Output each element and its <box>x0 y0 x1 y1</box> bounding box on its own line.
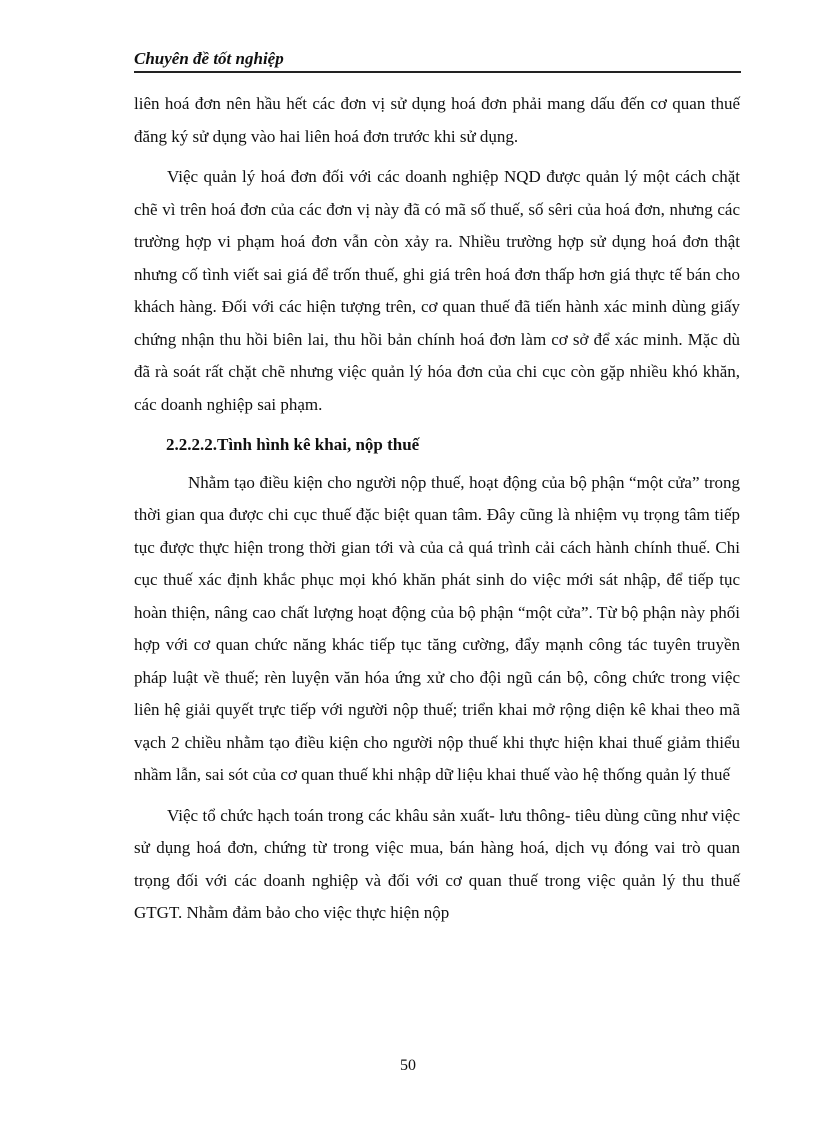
paragraph-1: liên hoá đơn nên hầu hết các đơn vị sử dụng hoá đơn phải mang dấu đến cơ quan thuế đăng ký sử dụng vào hai liên hoá đơn trước khi sử dụng. <box>134 94 740 146</box>
page-header <box>134 48 741 73</box>
section-heading: 2.2.2.2.Tình hình kê khai, nộp thuế <box>166 435 420 454</box>
paragraph-2: Việc quản lý hoá đơn đối với các doanh nghiệp NQD được quản lý một cách chặt chẽ vì trên hoá đơn của các đơn vị này đã có mã số thuế, số sêri của hoá đơn, nhưng các trường hợp vi phạm hoá đơn vẫn còn xảy ra. Nhiều trường hợp sử dụng hoá đơn thật nhưng cố tình viết sai giá để trốn thuế, ghi giá trên hoá đơn thấp hơn giá thực tế bán cho khách hàng. Đối với các hiện tượng trên, cơ quan thuế đã tiến hành xác minh dùng giấy chứng nhận thu hồi biên lai, thu hồi bản chính hoá đơn làm cơ sở để xác minh. Mặc dù đã rà soát rất chặt chẽ nhưng việc quản lý hóa đơn của chi cục còn gặp nhiều khó khăn, các doanh nghiệp sai phạm. <box>134 167 740 414</box>
paragraph-4: Việc tổ chức hạch toán trong các khâu sản xuất- lưu thông- tiêu dùng cũng như việc sử dụng hoá đơn, chứng từ trong việc mua, bán hàng hoá, dịch vụ đóng vai trò quan trọng đối với các doanh nghiệp và đối với cơ quan thuế trong việc quản lý thu thuế GTGT. Nhằm đảm bảo cho việc thực hiện nộp <box>134 805 740 922</box>
header-title: Chuyên đề tốt nghiệp <box>134 49 284 68</box>
paragraph-3: Nhằm tạo điều kiện cho người nộp thuế, hoạt động của bộ phận “một cửa” trong thời gian qua được chi cục thuế đặc biệt quan tâm. Đây cũng là nhiệm vụ trọng tâm tiếp tục được thực hiện trong thời gian tới và của cả quá trình cải cách hành chính thuế. Chi cục thuế xác định khắc phục mọi khó khăn phát sinh do việc mới sát nhập, để tiếp tục hoàn thiện, nâng cao chất lượng hoạt động của bộ phận “một cửa”. Từ bộ phận này phối hợp với cơ quan chức năng khác tiếp tục tăng cường, đẩy mạnh công tác tuyên truyền pháp luật về thuế; rèn luyện văn hóa ứng xử cho đội ngũ cán bộ, công chức trong việc liên hệ giải quyết trực tiếp với người nộp thuế; triển khai mở rộng diện kê khai theo mã vạch 2 chiều nhằm tạo điều kiện cho người nộp thuế khi thực hiện khai thuế giảm thiểu nhầm lẫn, sai sót của cơ quan thuế khi nhập dữ liệu khai thuế vào hệ thống quản lý thuế <box>134 472 740 784</box>
page-number: 50 <box>400 1057 416 1074</box>
document-body <box>134 88 740 938</box>
